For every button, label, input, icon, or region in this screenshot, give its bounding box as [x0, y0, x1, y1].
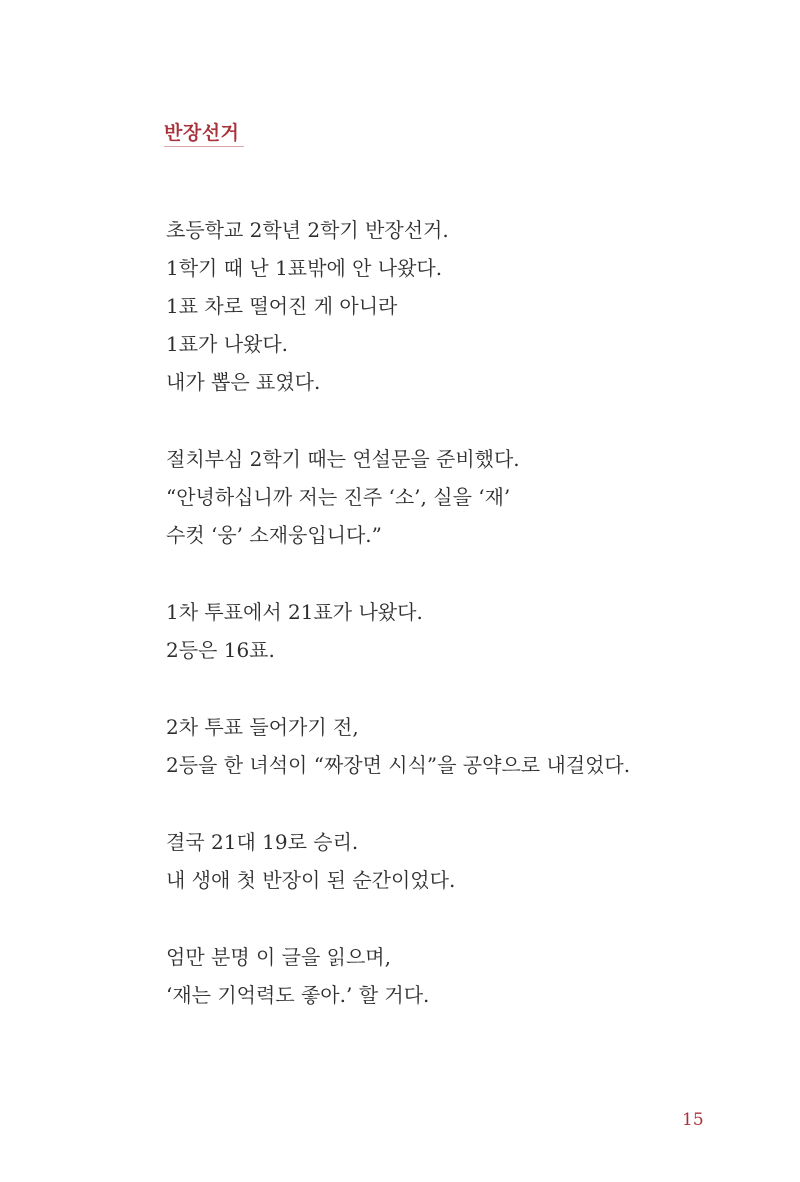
poem-line: 1표가 나왔다. — [166, 332, 289, 356]
poem-line: 1학기 때 난 1표밖에 안 나왔다. — [166, 256, 443, 280]
poem-line: ‘재는 기억력도 좋아.’ 할 거다. — [166, 983, 430, 1007]
poem-line: 2차 투표 들어가기 전, — [166, 715, 359, 739]
stanza-1 — [166, 211, 766, 401]
poem-line: 1표 차로 떨어진 게 아니라 — [166, 294, 398, 318]
poem-line: 수컷 ‘웅’ 소재웅입니다.” — [166, 523, 382, 547]
stanza-gap — [166, 899, 766, 938]
poem-line: 2등은 16표. — [166, 638, 275, 662]
poem-line: 내가 뽑은 표였다. — [166, 370, 321, 394]
stanza-3 — [166, 593, 766, 669]
poem-line: 초등학교 2학년 2학기 반장선거. — [166, 218, 449, 242]
stanza-6 — [166, 938, 766, 1014]
poem-line: 엄만 분명 이 글을 읽으며, — [166, 945, 391, 969]
stanza-gap — [166, 784, 766, 823]
poem-line: “안녕하십니까 저는 진주 ‘소’, 실을 ‘재’ — [166, 485, 511, 509]
poem-line: 2등을 한 녀석이 “짜장면 시식”을 공약으로 내걸었다. — [166, 753, 631, 777]
stanza-gap — [166, 401, 766, 440]
stanza-4 — [166, 708, 766, 784]
page-number: 15 — [682, 1110, 704, 1130]
poem-body — [166, 211, 766, 1014]
title-underline — [164, 146, 244, 147]
stanza-gap — [166, 669, 766, 708]
stanza-gap — [166, 554, 766, 593]
poem-line: 절치부심 2학기 때는 연설문을 준비했다. — [166, 447, 520, 471]
poem-line: 내 생애 첫 반장이 된 순간이었다. — [166, 868, 456, 892]
stanza-2 — [166, 440, 766, 554]
poem-line: 결국 21대 19로 승리. — [166, 830, 359, 854]
section-title: 반장선거 — [164, 122, 240, 144]
poem-line: 1차 투표에서 21표가 나왔다. — [166, 600, 423, 624]
stanza-5 — [166, 823, 766, 899]
